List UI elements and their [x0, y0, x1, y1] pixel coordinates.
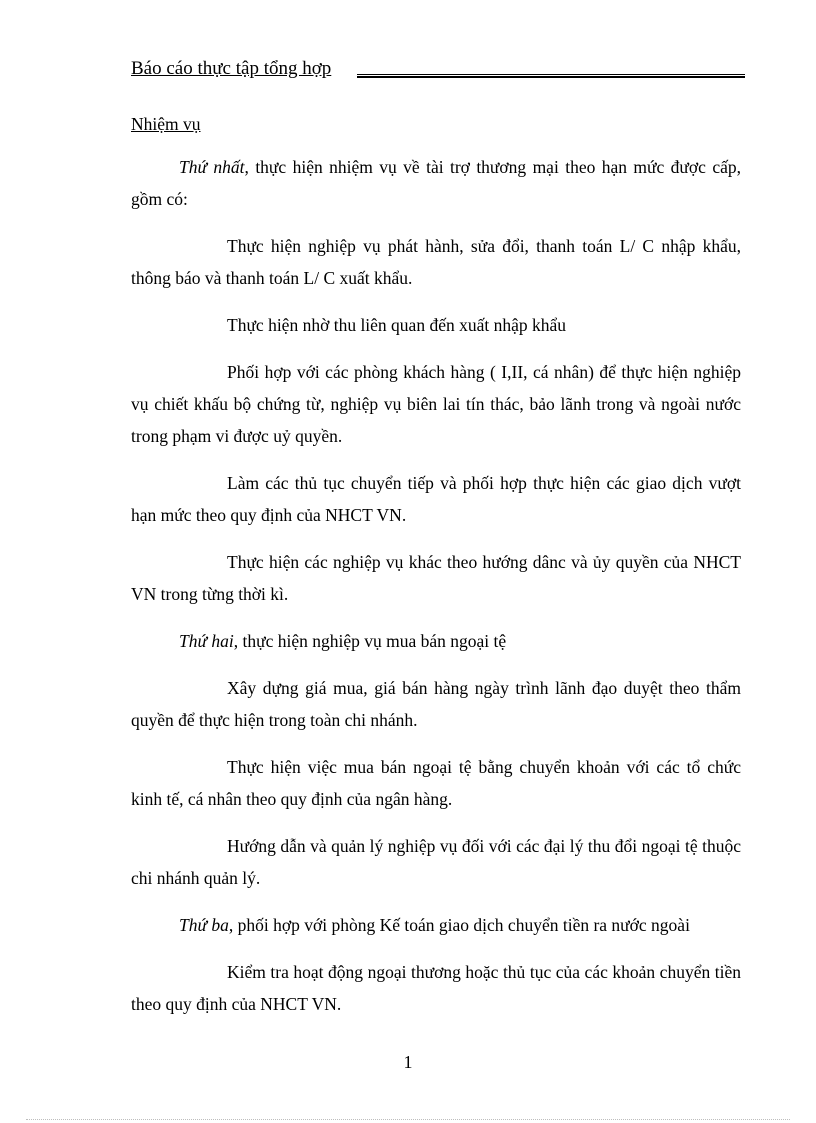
section-title: Nhiệm vụ: [131, 114, 201, 134]
paragraph: Thực hiện nhờ thu liên quan đến xuất nhập khẩu: [227, 315, 567, 335]
paragraph-thu-hai: [131, 625, 741, 657]
paragraph: Thực hiện các nghiệp vụ khác theo hướng dânc và ủy quyền của NHCT VN trong từng thời kì.: [131, 552, 741, 604]
paragraph: Phối hợp với các phòng khách hàng ( I,II, cá nhân) để thực hiện nghiệp vụ chiết khấu bộ chứng từ, nghiệp vụ biên lai tín thác, bảo lãnh trong và ngoài nước trong phạm vi được uỷ quyền.: [131, 362, 741, 446]
header-rule: [357, 74, 745, 75]
paragraph-thu-nhat: [131, 151, 741, 215]
paragraph: Kiểm tra hoạt động ngoại thương hoặc thủ tục của các khoản chuyển tiền theo quy định của NHCT VN.: [131, 962, 741, 1014]
page-number: 1: [403, 1052, 413, 1072]
header-rule-thick: [357, 76, 745, 78]
page-bottom-border: [26, 1119, 790, 1120]
paragraph: Hướng dẫn và quản lý nghiệp vụ đối với các đại lý thu đổi ngoại tệ thuộc chi nhánh quản lý.: [131, 836, 741, 888]
paragraph-text: , thực hiện nhiệm vụ về tài trợ thương mại theo hạn mức được cấp, gồm có:: [131, 157, 741, 209]
paragraph-text: , phối hợp với phòng Kế toán giao dịch chuyển tiền ra nước ngoài: [228, 915, 690, 935]
document-body: [131, 108, 741, 1035]
paragraph: Xây dựng giá mua, giá bán hàng ngày trình lãnh đạo duyệt theo thẩm quyền để thực hiện trong toàn chi nhánh.: [131, 678, 741, 730]
paragraph: Thực hiện nghiệp vụ phát hành, sửa đổi, thanh toán L/ C nhập khẩu, thông báo và thanh toán L/ C xuất khẩu.: [131, 236, 741, 288]
paragraph-lead: Thứ ba: [179, 915, 229, 935]
paragraph: Thực hiện việc mua bán ngoại tệ bằng chuyển khoản với các tổ chức kinh tế, cá nhân theo quy định của ngân hàng.: [131, 757, 741, 809]
header-title: Báo cáo thực tập tổng hợp: [131, 58, 332, 79]
page-header: [131, 58, 745, 80]
paragraph-text: , thực hiện nghiệp vụ mua bán ngoại tệ: [233, 631, 507, 651]
paragraph: Làm các thủ tục chuyển tiếp và phối hợp thực hiện các giao dịch vượt hạn mức theo quy định của NHCT VN.: [131, 473, 741, 525]
paragraph-thu-ba: [131, 909, 741, 941]
paragraph-lead: Thứ nhất: [179, 157, 245, 177]
paragraph-lead: Thứ hai: [179, 631, 234, 651]
